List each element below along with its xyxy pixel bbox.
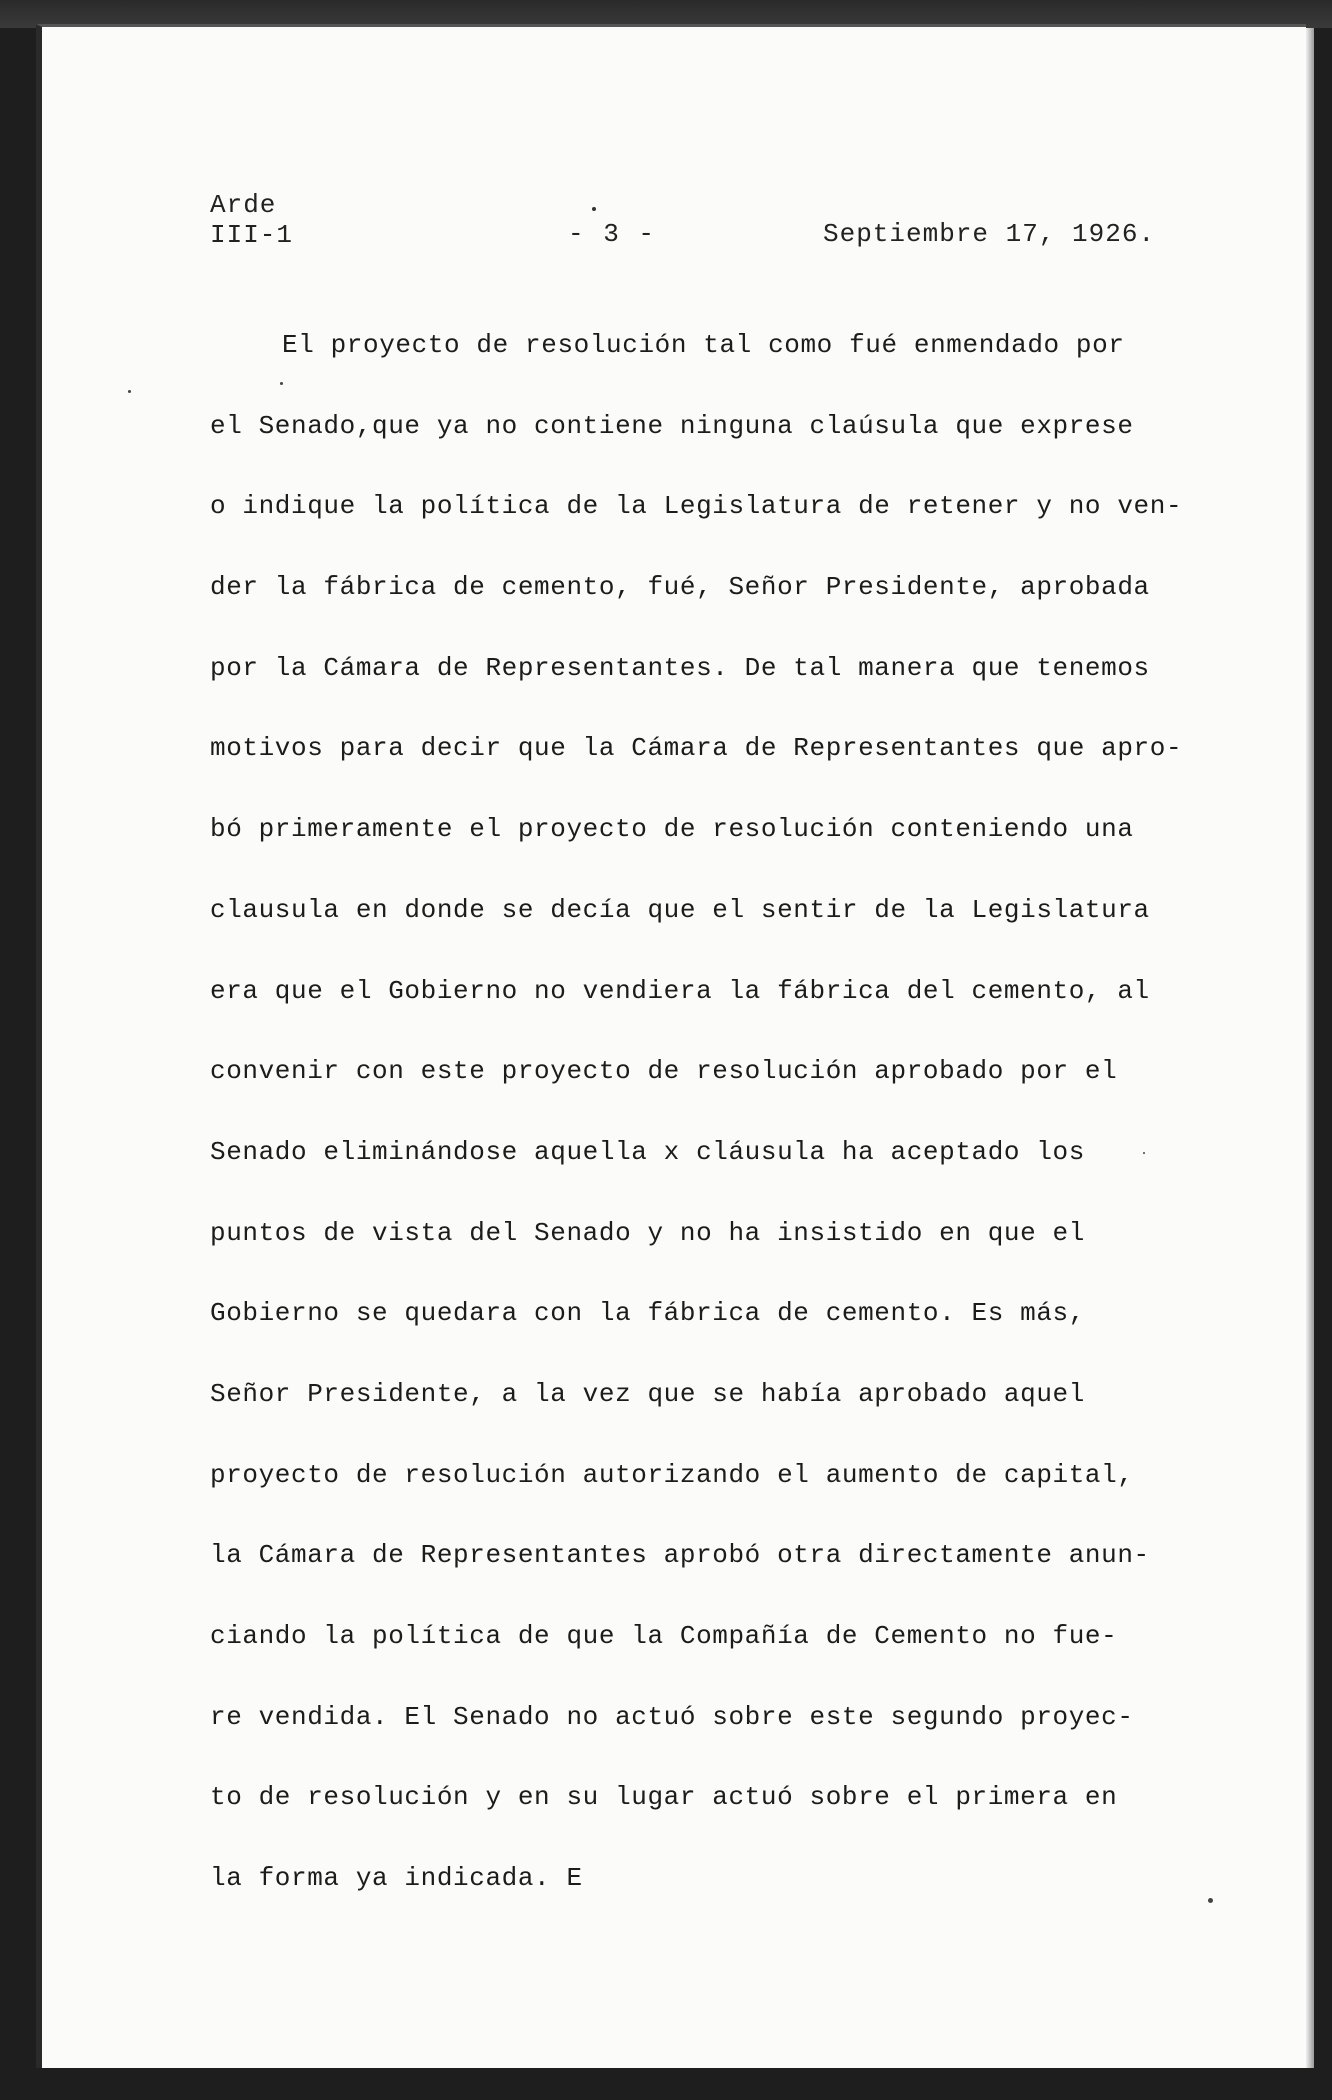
ink-dot (592, 207, 596, 211)
text-line: la forma ya indicada. E (210, 1863, 583, 1894)
document-code (210, 190, 293, 250)
text-line: Gobierno se quedara con la fábrica de cemento. Es más, (210, 1298, 1085, 1329)
text-line: o indique la política de la Legislatura de retener y no ven- (210, 491, 1183, 522)
document-code-line2: III-1 (210, 220, 294, 250)
text-line: Senado eliminándose aquella x cláusula ha aceptado los (210, 1136, 1085, 1167)
text-line: re vendida. El Senado no actuó sobre este segundo proyec- (210, 1701, 1134, 1732)
paper-speck (1143, 1152, 1145, 1154)
text-line: el Senado,que ya no contiene ninguna claúsula que exprese (210, 410, 1134, 441)
document-date: Septiembre 17, 1926. (823, 219, 1156, 249)
text-line: El proyecto de resolución tal como fué enmendado por (282, 330, 1125, 360)
text-line: proyecto de resolución autorizando el aumento de capital, (210, 1459, 1134, 1490)
paper-speck (1208, 1898, 1213, 1903)
paper-speck (280, 382, 283, 385)
text-line: era que el Gobierno no vendiera la fábrica del cemento, al (210, 975, 1150, 1006)
text-line: clausula en donde se decía que el sentir de la Legislatura (210, 894, 1150, 925)
text-line: puntos de vista del Senado y no ha insistido en que el (210, 1217, 1085, 1248)
text-line: por la Cámara de Representantes. De tal manera que tenemos (210, 652, 1150, 683)
document-code-line1: Arde (210, 190, 277, 220)
body-text (210, 330, 1190, 1944)
page-number: - 3 - (568, 219, 657, 249)
text-line: convenir con este proyecto de resolución aprobado por el (210, 1056, 1118, 1087)
paper-speck (128, 390, 131, 393)
text-line: la Cámara de Representantes aprobó otra directamente anun- (210, 1540, 1150, 1571)
text-line: der la fábrica de cemento, fué, Señor Presidente, aprobada (210, 572, 1150, 603)
text-line: ciando la política de que la Compañía de Cemento no fue- (210, 1621, 1118, 1651)
text-line: bó primeramente el proyecto de resolución conteniendo una (210, 814, 1134, 845)
text-line: Señor Presidente, a la vez que se había aprobado aquel (210, 1378, 1085, 1409)
text-line: to de resolución y en su lugar actuó sobre el primera en (210, 1782, 1118, 1813)
text-line: motivos para decir que la Cámara de Representantes que apro- (210, 733, 1183, 764)
